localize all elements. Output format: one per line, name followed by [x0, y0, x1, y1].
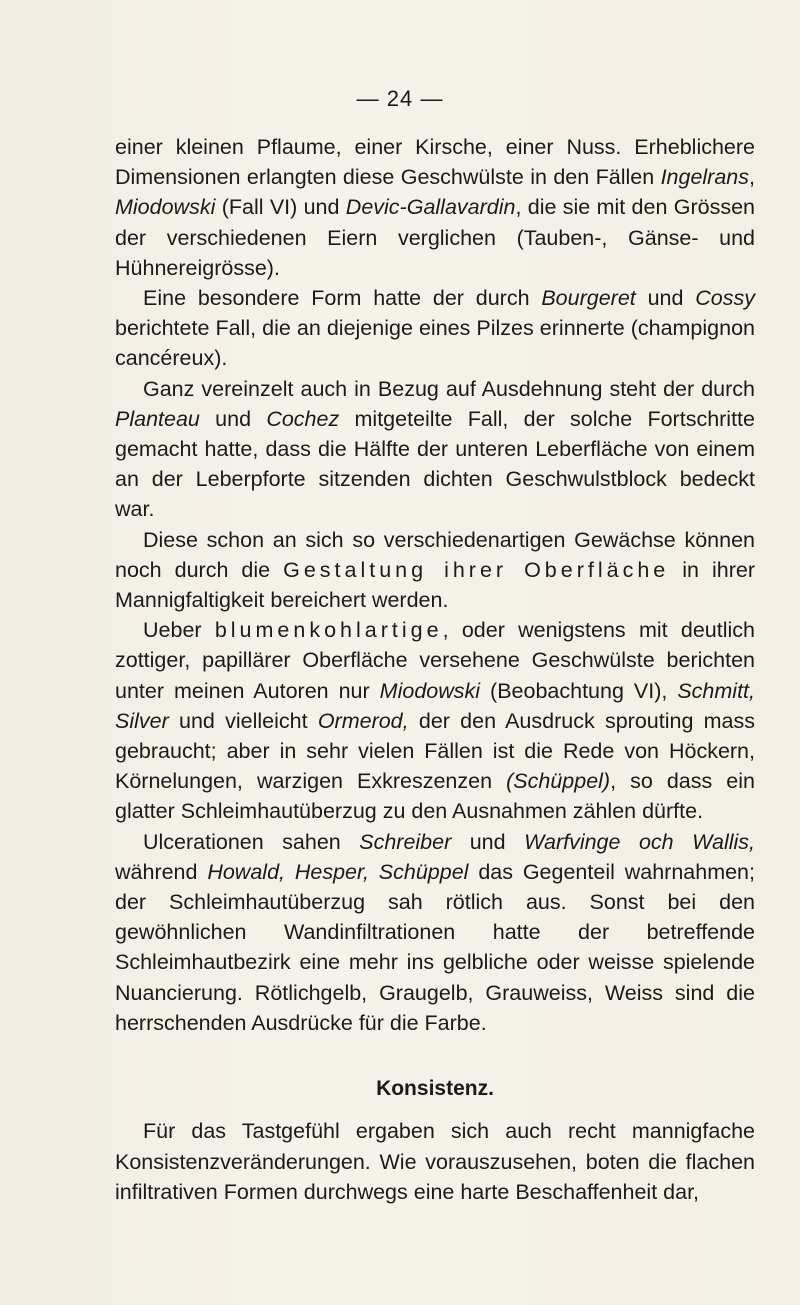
text-run: während [115, 859, 208, 884]
paragraph [115, 615, 755, 826]
spaced-emphasis: Gestaltung ihrer Oberfläche [283, 557, 670, 582]
text-run: (Beobachtung VI), [480, 678, 678, 703]
body-text [115, 132, 755, 1207]
italic-name: Ormerod, [317, 708, 409, 733]
text-run: mitgeteilte Fall, der solche Fortschritte gemacht hatte, dass die Hälfte der unteren Leberfläche von einem an der Leberpforte sitzenden dichten Geschwulstblock bedeckt war. [115, 406, 755, 522]
italic-name: Devic-Gallavardin [345, 195, 516, 220]
paragraph [115, 283, 755, 374]
text-run: Eine besondere Form hatte der durch [143, 286, 542, 311]
text-run: (Fall VI) und [215, 195, 346, 220]
italic-name: Warfvinge och Wallis, [524, 829, 755, 854]
italic-name: Schmitt, Silver [115, 678, 755, 733]
italic-name: Miodowski [115, 195, 216, 220]
paragraph [115, 132, 755, 283]
spaced-emphasis: blumenkohlartige [214, 618, 443, 643]
text-run: das Gegenteil wahrnahmen; der Schleimhautüberzug sah rötlich aus. Sonst bei den gewöhnlichen Wandinfiltrationen hatte der betreffende Schleimhautbezirk eine mehr ins gelbliche oder weisse spielende Nuancierung. Rötlichgelb, Graugelb, Grauweiss, Weiss sind die herrschenden Ausdrücke für die Farbe. [115, 859, 755, 1035]
text-run: berichtete Fall, die an diejenige eines Pilzes erinnerte (champignon cancéreux). [115, 316, 755, 371]
text-run: Diese schon an sich so verschiedenartigen Gewächse können noch durch die [115, 527, 755, 582]
text-run: in ihrer Mannigfaltigkeit bereichert werden. [115, 557, 755, 613]
italic-name: Howald, Hesper, Schüppel [207, 859, 469, 884]
text-run: Ganz vereinzelt auch in Bezug auf Ausdehnung steht der durch [143, 376, 755, 401]
italic-name: Bourgeret [541, 286, 636, 311]
italic-name: Ingelrans [660, 165, 750, 190]
italic-name: Schreiber [359, 829, 452, 854]
italic-name: Planteau [115, 406, 200, 431]
paragraphs-before-heading [115, 132, 755, 1038]
text-run: und [451, 829, 525, 854]
text-run: und [199, 406, 267, 431]
italic-name: Cossy [695, 286, 755, 311]
text-run: Ulcerationen sahen [143, 829, 360, 854]
text-run: Ueber [143, 618, 215, 643]
text-run: der den Ausdruck sprouting mass gebraucht; aber in sehr vielen Fällen ist die Rede von Höckern, Körnelungen, warzigen Exkreszenzen [115, 708, 756, 794]
text-run: Für das Tastgefühl ergaben sich auch recht mannigfache Konsistenzveränderungen. Wie vorauszusehen, boten die flachen infiltrativen Formen durchwegs eine harte Beschaffenheit dar, [115, 1119, 755, 1204]
text-run: , [749, 165, 755, 190]
italic-name: (Schüppel) [506, 769, 611, 794]
text-run: und [635, 286, 696, 311]
text-run: , die sie mit den Grössen der verschiedenen Eiern verglichen (Tauben-, Gänse- und Hühnereigrösse). [115, 195, 755, 280]
text-run: , so dass ein glatter Schleimhautüberzug zu den Ausnahmen zählen dürfte. [115, 769, 755, 824]
paragraph [115, 525, 755, 616]
text-run: einer kleinen Pflaume, einer Kirsche, einer Nuss. Erheblichere Dimensionen erlangten diese Geschwülste in den Fällen [115, 135, 755, 190]
text-run: und vielleicht [168, 708, 318, 733]
paragraph [115, 1116, 755, 1207]
paragraph [115, 827, 755, 1038]
paragraphs-after-heading [115, 1116, 755, 1207]
page-number: — 24 — [356, 86, 444, 111]
text-run: , oder wenigstens mit deutlich zottiger, papillärer Oberfläche versehene Geschwülste berichten unter meinen Autoren nur [115, 618, 755, 703]
paragraph [115, 374, 755, 525]
section-heading: Konsistenz. [376, 1077, 494, 1101]
italic-name: Miodowski [379, 678, 481, 703]
italic-name: Cochez [266, 406, 340, 431]
